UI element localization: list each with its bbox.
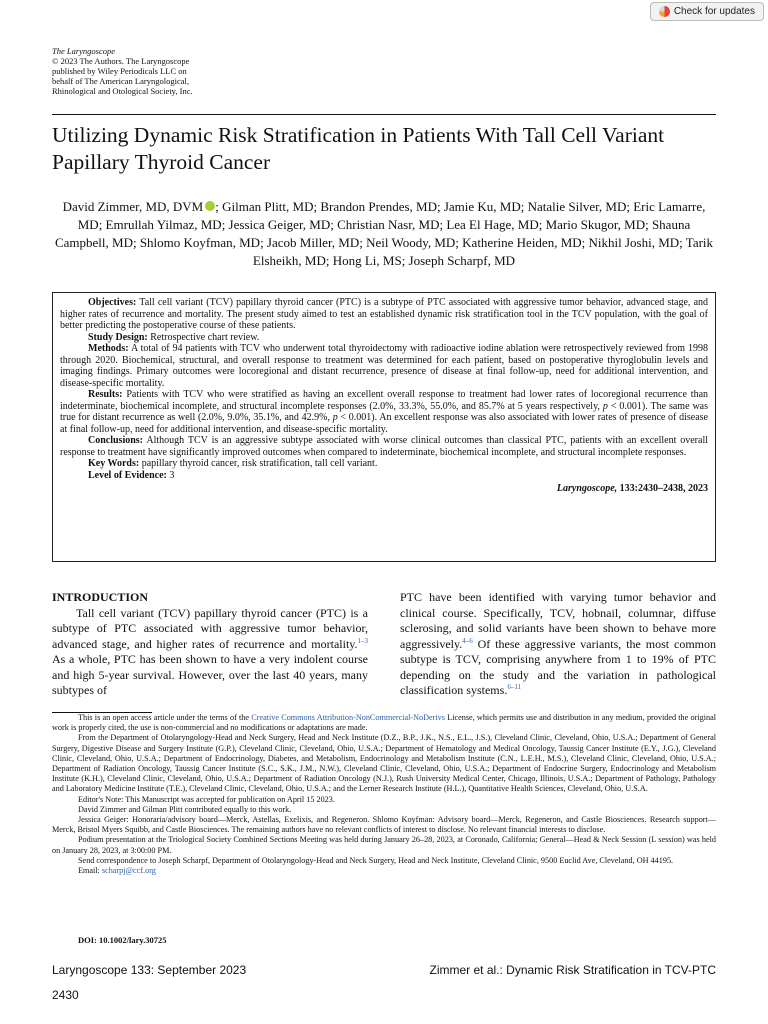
check-for-updates-label: Check for updates: [673, 6, 755, 17]
abstract-methods: Methods: A total of 94 patients with TCV who underwent total thyroidectomy with radioactive iodine ablation were retrospectively reviewed from 1998 through 2020. Biochemical, structural, and overall response to treatment was determined for each patient, based on postoperative thyroglobulin levels and imaging findings. Primary outcomes were locoregional and distant recurrence, presence of disease at final follow-up, need for additional intervention, and disease-specific mortality.: [60, 343, 708, 389]
other-authors: ; Gilman Plitt, MD; Brandon Prendes, MD; Jamie Ku, MD; Natalie Silver, MD; Eric Lamarre, MD; Emrullah Yilmaz, MD; Jessica Geiger, MD; Christian Nasr, MD; Lea El Hage, MD; Mario Skugor, MD; Shauna Campbell, MD; Shlomo Koyfman, MD; Jacob Miller, MD; Neil Woody, MD; Katherine Heiden, MD; Nikhil Joshi, MD; Tarik Elsheikh, MD; Hong Li, MS; Joseph Scharpf, MD: [54, 199, 714, 268]
editor-note: Editor's Note: This Manuscript was accepted for publication on April 15 2023.: [78, 794, 335, 804]
equal-contribution-note: David Zimmer and Gilman Plitt contributed equally to this work.: [78, 804, 292, 814]
abstract-conclusions: Conclusions: Although TCV is an aggressive subtype associated with worse clinical outcomes than classical PTC, patients with an excellent overall response to treatment have significantly improved outcomes when compared to indeterminate, biochemical incomplete, and structural incomplete responses.: [60, 435, 709, 458]
body-column-right: [400, 590, 716, 699]
footer-running-title: Zimmer et al.: Dynamic Risk Stratification in TCV-PTC: [429, 963, 716, 977]
article-title: Utilizing Dynamic Risk Stratification in Patients With Tall Cell Variant Papillary Thyroid Cancer: [52, 123, 665, 174]
doi: DOI: 10.1002/lary.30725: [78, 935, 167, 945]
citation-link[interactable]: 6–11: [507, 683, 522, 691]
license-note: This is an open access article under the terms of the Creative Commons Attribution-NonCommercial-NoDerivs License, which permits use and distribution in any medium, provided the original work is properly cited, the use is non-commercial and no modifications or adaptations are made.: [52, 713, 716, 733]
abstract-results: Results: Patients with TCV who were stratified as having an excellent overall response to treatment had lower rates of locoregional recurrence than indeterminate, biochemical incomplete, and structural incomplete responses (2.0%, 33.3%, 55.0%, and 85.7% at 5 years respectively, p < 0.001). The same was true for distant recurrence as well (2.0%, 9.0%, 35.1%, and 42.9%, p < 0.001). An excellent response was also associated with lower rates of presence of disease at final follow-up, need for additional intervention, and disease-specific mortality.: [60, 389, 709, 435]
abstract-box: [52, 292, 716, 562]
affiliations-note: From the Department of Otolaryngology-Head and Neck Surgery, Head and Neck Institute (D.Z., B.P., J.K., N.S., E.L., J.S.), Cleveland Clinic, Cleveland, Ohio, U.S.A.; Department of General Surgery, Digestive Disease and Surgery Institute (G.P.), Cleveland Clinic, Cleveland, Ohio, U.S.A.; Department of Hematology and Medical Oncology, Taussig Cancer Institute (E.Y., J.G.), Cleveland Clinic, Cleveland, Ohio, U.S.A.; Department of Endocrinology, Diabetes, and Metabolism, Endocrinology and Metabolism Institute (C.N., L.E.H., M.S.), Cleveland Clinic, Cleveland, Ohio, U.S.A.; Department of Radiation Oncology, Taussig Cancer Institute (S.C., S.K., J.M., N.W.), Cleveland Clinic, Cleveland, Ohio, U.S.A.; Department of Endocrine Surgery, Endocrinology and Metabolism Institute (K.H.), Cleveland Clinic, Cleveland, Ohio, U.S.A.; Department of Radiation Oncology (N.J.), Rush University Medical Center, Chicago, Illinois, U.S.A.; Department of Pathology, Pathology and Laboratory Medicine Institute (T.E.), Cleveland Clinic, Cleveland, Ohio, U.S.A.; and the Lerner Research Institute (H.L.), Quantitative Health Sciences, Cleveland, Ohio, U.S.A.: [52, 733, 716, 794]
page-number: 2430: [52, 988, 79, 1002]
journal-name: The Laryngoscope: [52, 46, 116, 56]
abstract-objectives: Objectives: Tall cell variant (TCV) papillary thyroid cancer (PTC) is a subtype of PTC associated with aggressive tumor behavior, advanced stage, and higher rates of recurrence and mortality. The present study aimed to test an established dynamic risk stratification tool in the TCV population, with the goal of better predicting the postoperative course of these patients.: [60, 297, 709, 331]
author-list: [52, 198, 716, 270]
podium-note: Podium presentation at the Triological Society Combined Sections Meeting was held during January 26–28, 2023, at Coronado, California; General—Head & Neck Session (L session) was held on January 28, 2023, at 3:00:00 PM.: [52, 835, 716, 855]
footer-journal-issue: Laryngoscope 133: September 2023: [52, 963, 247, 977]
journal-header: [52, 46, 193, 96]
email-link[interactable]: scharpj@ccf.org: [101, 866, 156, 876]
check-for-updates-button[interactable]: [650, 2, 764, 21]
section-heading-introduction: INTRODUCTION: [52, 590, 149, 604]
correspondence-note: Send correspondence to Joseph Scharpf, Department of Otolaryngology-Head and Neck Surgery, Head and Neck Institute, Cleveland Clinic, 9500 Euclid Ave, Cleveland, OH 44195.: [78, 855, 674, 865]
citation-link[interactable]: 1–3: [357, 636, 368, 645]
license-link[interactable]: Creative Commons Attribution-NonCommercial-NoDerivs: [251, 713, 445, 722]
orcid-icon[interactable]: [205, 201, 215, 211]
body-column-left: [52, 590, 368, 699]
email-note: Email: scharpj@ccf.org: [78, 866, 156, 876]
abstract-study-design: Study Design: Retrospective chart review.: [88, 331, 260, 343]
copyright-line: © 2023 The Authors. The Laryngoscope: [52, 56, 190, 66]
footnotes: [52, 713, 716, 876]
abstract-keywords: Key Words: papillary thyroid cancer, risk stratification, tall cell variant.: [88, 458, 378, 469]
intro-paragraph-left: Tall cell variant (TCV) papillary thyroid cancer (PTC) is a subtype of PTC associated with aggressive tumor behavior, advanced stage, and higher rates of recurrence and mortality.$^{1-3}$ As a whole, PTC has been shown to have a very indolent course and high 5-year survival. However, over the last 40 years, many subtypes of: [52, 605, 368, 697]
intro-paragraph-right: PTC have been identified with varying tumor behavior and clinical course. Specifically, TCV, hobnail, columnar, diffuse sclerosing, and solid variants have been shown to behave more aggressively.$^{4-6}$ Of these aggressive variants, the most common subtype is TCV, comprising anywhere from 1 to 19% of PTC depending on the study and the variation in pathological classification systems.$^{6-11}$: [400, 590, 716, 697]
title-top-rule: [52, 114, 716, 115]
society-line-1: behalf of The American Laryngological,: [52, 76, 189, 86]
society-line-2: Rhinological and Otological Society, Inc.: [52, 86, 193, 96]
citation-link[interactable]: 4–6: [462, 636, 473, 645]
abstract-citation: Laryngoscope, 133:2430–2438, 2023: [556, 483, 708, 494]
abstract-level-of-evidence: Level of Evidence: 3: [88, 469, 175, 481]
crossmark-icon: [659, 6, 670, 17]
first-author: David Zimmer, MD, DVM: [62, 199, 204, 214]
conflicts-note: Jessica Geiger: Honoraria/advisory board—Merck, Astellas, Exelixis, and Regeneron. Shlomo Koyfman: Advisory board—Merck, Regeneron, and Castle Biosciences. Research support—Merck, Bristol Myers Squibb, and Castle Biosciences. The remaining authors have no relevant conflicts of interest to disclose. No relevant financial interests to disclose.: [52, 815, 716, 835]
publisher-line: published by Wiley Periodicals LLC on: [52, 66, 187, 76]
